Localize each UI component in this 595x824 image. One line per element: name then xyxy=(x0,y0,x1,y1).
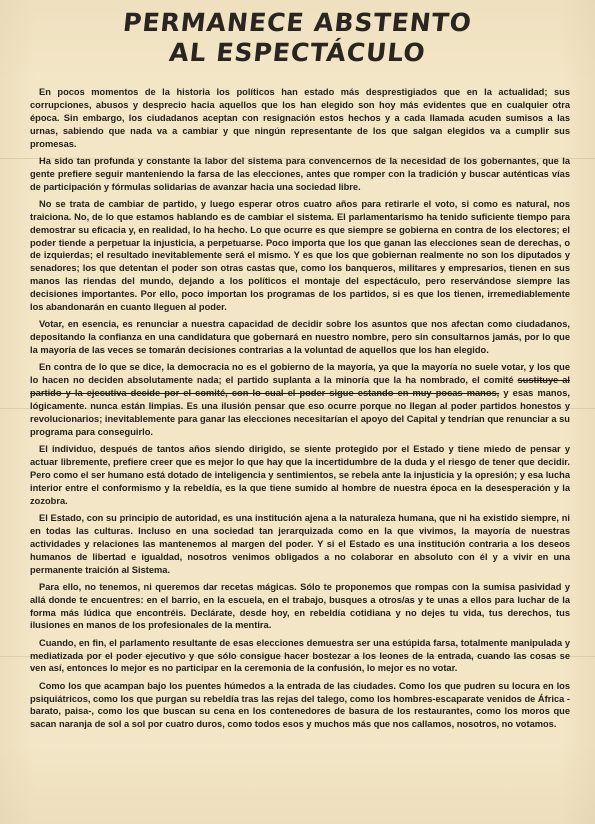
paragraph-with-strikethrough xyxy=(30,361,570,438)
paragraph: El Estado, con su principio de autoridad, es una institución ajena a la naturaleza humana, que ni ha existido siempre, ni en todas las culturas. Incluso en una sociedad tan jerarquizada como en la que vivimos, la mayoría de nuestras actividades y relaciones las mantenemos al margen del poder. Y si el Estado es una institución contraria a los deseos humanos de libertad e igualdad, nosotros venimos obligados a no colaborar en absoluto con él y a vivir en una permanente traición al Sistema. xyxy=(30,512,570,575)
paragraph: El individuo, después de tantos años siendo dirigido, se siente protegido por el Estado y tiene miedo de pensar y actuar libremente, prefiere creer que es mejor lo que hay que la incertidumbre de la duda y el riesgo de tener que decidir. Pero como el ser humano está dotado de inteligencia y sentimientos, se rebela ante la injusticia y la opresión; y esa lucha interior entre el conformismo y la rebeldía, es la que tiene sumido al hombre de nuestra época en la desesperación y la zozobra. xyxy=(30,444,570,506)
paragraph: No se trata de cambiar de partido, y luego esperar otros cuatro años para retirarle el voto, si como es natural, nos traiciona. No, de lo que estamos hablando es de cambiar el sistema. El parlamentarismo ha tenido suficiente tiempo para demostrar su eficacia y, en realidad, lo ha hecho. Lo que ocurre es que siempre se gobierna en contra de los electores; el poder tiende a perpetuar la injusticia, a perpetuarse. Poco importa que los que ganan las elecciones sean de derechas, o de izquierdas; el resultado inevitablemente será el mismo. Y es que los que gobiernan realmente no son los diputados y senadores; los que detentan el poder son otras castas que, como los banqueros, militares y empresarios, tienen en sus manos las riendas del mundo, dejando a los políticos el montaje del espectáculo, pero reservándose siempre las decisiones importantes. Por ello, poco importan los programas de los partidos, si es que los tienen, irremediablemente los abandonarán en cuanto lleguen al poder. xyxy=(30,198,570,313)
title-line-1: PERMANECE ABSTENTO xyxy=(121,8,474,37)
document-title xyxy=(0,8,595,68)
document-body xyxy=(30,86,570,736)
paragraph-text: y esas manos, lógicamente. nunca están limpias. Es una ilusión pensar que eso ocurre porque no llegan al poder partidos honestos y revolucionarios; inevitablemente para ganar las elecciones necesitarían el apoyo del Capital y tendrían que renunciar a su programa para conseguirlo. xyxy=(30,388,570,437)
paragraph: Ha sido tan profunda y constante la labor del sistema para convencernos de la necesidad de los gobernantes, que la gente prefiere seguir manteniendo la farsa de las elecciones, antes que romper con la tradición y buscar auténticas vías de participación y fórmulas solidarias de avanzar hacia una sociedad libre. xyxy=(30,155,570,192)
title-line-2: AL ESPECTÁCULO xyxy=(167,38,428,67)
paragraph-text: En contra de lo que se dice, la democracia no es el gobierno de la mayoría, ya que la mayoría no suele votar, y los que lo hacen no deciden absolutamente nada; el partido suplanta a la minoría que la ha nombrado, el comité xyxy=(30,362,570,386)
paragraph: En pocos momentos de la historia los políticos han estado más desprestigiados que en la actualidad; sus corrupciones, abusos y desprecio hacia aquellos que los han elegido son hoy más evidentes que en cualquier otra época. Sin embargo, los ciudadanos aceptan con resignación estos hechos y a cada llamada acuden sumisos a las urnas, sabiendo que nada va a cambiar y que ningún representante de los que salgan elegidos va a cumplir sus promesas. xyxy=(30,87,570,149)
struck-text: sustituye al partido y la ejecutiva decide por el comité, con lo cual el poder sigue estando en muy pocas manos, xyxy=(30,375,571,399)
paragraph: Para ello, no tenemos, ni queremos dar recetas mágicas. Sólo te proponemos que rompas con la sumisa pasividad y allá donde te encuentres: en el barrio, en la escuela, en el trabajo, busques a otros/as y te unas a ellos para luchar de la forma más lúdica que encontréis. Declárate, desde hoy, en rebeldía cotidiana y no dejes tu vida, tus derechos, tus ilusiones en manos de los profesionales de la mentira. xyxy=(30,581,570,631)
paragraph: Votar, en esencia, es renunciar a nuestra capacidad de decidir sobre los asuntos que nos afectan como ciudadanos, depositando la confianza en una candidatura que gobernará en nuestro nombre, pero sin consultarnos jamás, por lo que la mayoría de las veces se tomarán decisiones contrarias a la voluntad de aquellos que los han elegido. xyxy=(30,319,570,356)
paragraph: Como los que acampan bajo los puentes húmedos a la entrada de las ciudades. Como los que pudren su locura en los psiquiátricos, como los que purgan su rebeldía tras las rejas del talego, como los hombres-escaparate venidos de África -barato, paisa-, como los que buscan su cena en los contenedores de basura de los restaurantes, como los moros que sacan naranja de sol a sol por cuatro duros, como todos esos y muchos más que nos callamos, nosotros, no votamos. xyxy=(30,680,570,730)
paragraph: Cuando, en fin, el parlamento resultante de esas elecciones demuestra ser una estúpida farsa, totalmente manipulada y mediatizada por el poder ejecutivo y que sólo consigue hacer bostezar a los leones de la entrada, cuando las cosas se ven así, entonces lo mejor es no participar en la ceremonia de la confusión, lo mejor es no votar. xyxy=(30,637,570,674)
